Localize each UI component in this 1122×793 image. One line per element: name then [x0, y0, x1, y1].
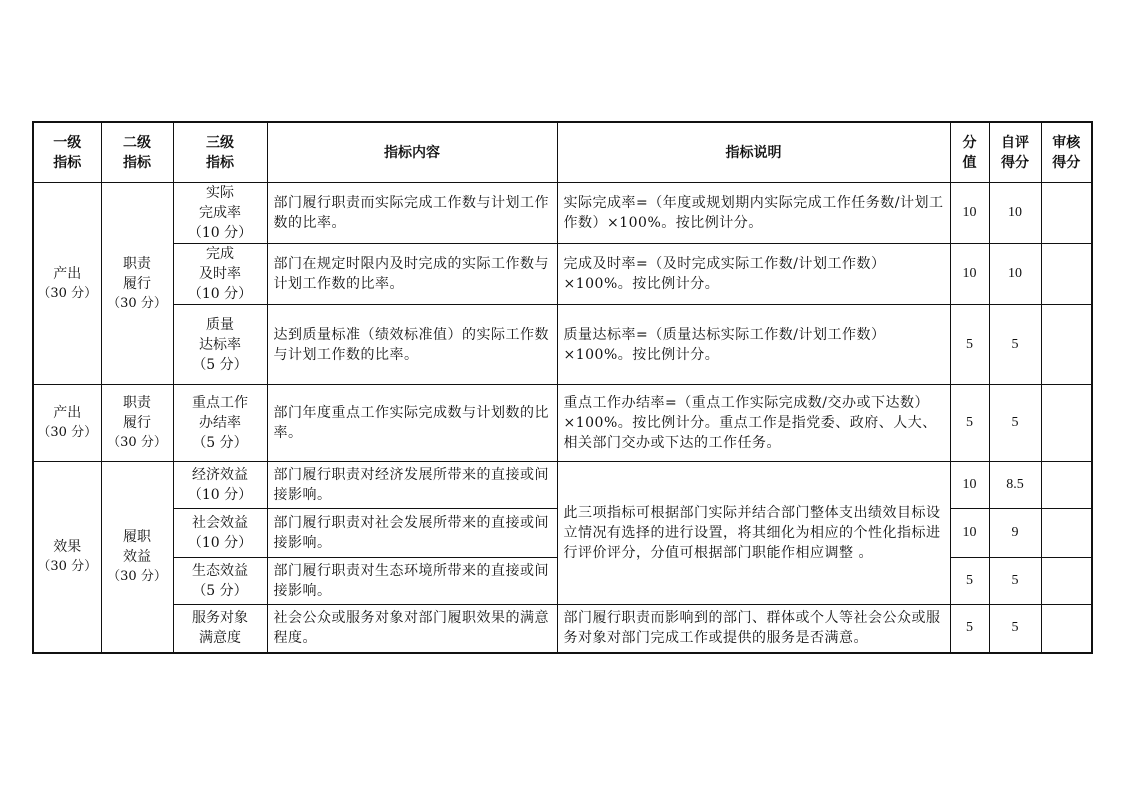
level3-cell: 社会效益 （10 分）	[173, 509, 267, 558]
description-cell: 质量达标率=（质量达标实际工作数/计划工作数）×100%。按比例计分。	[557, 305, 950, 385]
content-cell: 部门履行职责对社会发展所带来的直接或间接影响。	[267, 509, 557, 558]
evaluation-table	[32, 121, 1093, 654]
level1-cell: 效果 （30 分）	[33, 462, 101, 653]
level2-cell: 职责 履行 （30 分）	[101, 385, 173, 462]
header-level2: 二级 指标	[101, 122, 173, 183]
audit-score-cell	[1041, 385, 1092, 462]
level2-cell: 履职 效益 （30 分）	[101, 462, 173, 653]
table-row	[33, 385, 1092, 462]
content-cell: 部门履行职责对生态环境所带来的直接或间接影响。	[267, 558, 557, 605]
table-row	[33, 605, 1092, 653]
score-cell: 5	[950, 305, 989, 385]
description-cell: 完成及时率=（及时完成实际工作数/计划工作数）×100%。按比例计分。	[557, 244, 950, 305]
level1-cell: 产出 （30 分）	[33, 183, 101, 385]
score-cell: 10	[950, 183, 989, 244]
content-cell: 达到质量标准（绩效标准值）的实际工作数与计划工作数的比率。	[267, 305, 557, 385]
content-cell: 部门在规定时限内及时完成的实际工作数与计划工作数的比率。	[267, 244, 557, 305]
audit-score-cell	[1041, 462, 1092, 509]
score-cell: 5	[950, 605, 989, 653]
audit-score-cell	[1041, 244, 1092, 305]
description-cell: 实际完成率=（年度或规划期内实际完成工作任务数/计划工作数）×100%。按比例计分。	[557, 183, 950, 244]
header-score: 分 值	[950, 122, 989, 183]
score-cell: 5	[950, 385, 989, 462]
self-score-cell: 5	[989, 385, 1041, 462]
level3-cell: 重点工作 办结率 （5 分）	[173, 385, 267, 462]
self-score-cell: 10	[989, 244, 1041, 305]
content-cell: 部门履行职责对经济发展所带来的直接或间接影响。	[267, 462, 557, 509]
level3-cell: 生态效益 （5 分）	[173, 558, 267, 605]
self-score-cell: 5	[989, 305, 1041, 385]
audit-score-cell	[1041, 305, 1092, 385]
level3-cell: 质量 达标率 （5 分）	[173, 305, 267, 385]
self-score-cell: 9	[989, 509, 1041, 558]
header-content: 指标内容	[267, 122, 557, 183]
description-cell: 部门履行职责而影响到的部门、群体或个人等社会公众或服务对象对部门完成工作或提供的服务是否满意。	[557, 605, 950, 653]
header-level1: 一级 指标	[33, 122, 101, 183]
header-row	[33, 122, 1092, 183]
content-cell: 社会公众或服务对象对部门履职效果的满意程度。	[267, 605, 557, 653]
level3-cell: 服务对象 满意度	[173, 605, 267, 653]
header-level3: 三级 指标	[173, 122, 267, 183]
score-cell: 10	[950, 244, 989, 305]
table-row	[33, 244, 1092, 305]
table-row	[33, 462, 1092, 509]
level3-cell: 完成 及时率 （10 分）	[173, 244, 267, 305]
header-audit-score: 审核 得分	[1041, 122, 1092, 183]
self-score-cell: 10	[989, 183, 1041, 244]
audit-score-cell	[1041, 558, 1092, 605]
self-score-cell: 5	[989, 558, 1041, 605]
table-row	[33, 305, 1092, 385]
content-cell: 部门履行职责而实际完成工作数与计划工作数的比率。	[267, 183, 557, 244]
level1-cell: 产出 （30 分）	[33, 385, 101, 462]
self-score-cell: 8.5	[989, 462, 1041, 509]
level3-cell: 实际 完成率 （10 分）	[173, 183, 267, 244]
audit-score-cell	[1041, 605, 1092, 653]
audit-score-cell	[1041, 509, 1092, 558]
content-cell: 部门年度重点工作实际完成数与计划数的比率。	[267, 385, 557, 462]
level2-cell: 职责 履行 （30 分）	[101, 183, 173, 385]
shared-description-cell: 此三项指标可根据部门实际并结合部门整体支出绩效目标设立情况有选择的进行设置，将其细化为相应的个性化指标进行评价评分，分值可根据部门职能作相应调整 。	[557, 462, 950, 605]
header-description: 指标说明	[557, 122, 950, 183]
header-self-score: 自评 得分	[989, 122, 1041, 183]
score-cell: 10	[950, 509, 989, 558]
score-cell: 10	[950, 462, 989, 509]
audit-score-cell	[1041, 183, 1092, 244]
score-cell: 5	[950, 558, 989, 605]
table-row	[33, 183, 1092, 244]
self-score-cell: 5	[989, 605, 1041, 653]
level3-cell: 经济效益 （10 分）	[173, 462, 267, 509]
description-cell: 重点工作办结率=（重点工作实际完成数/交办或下达数）×100%。按比例计分。重点工作是指党委、政府、人大、相关部门交办或下达的工作任务。	[557, 385, 950, 462]
